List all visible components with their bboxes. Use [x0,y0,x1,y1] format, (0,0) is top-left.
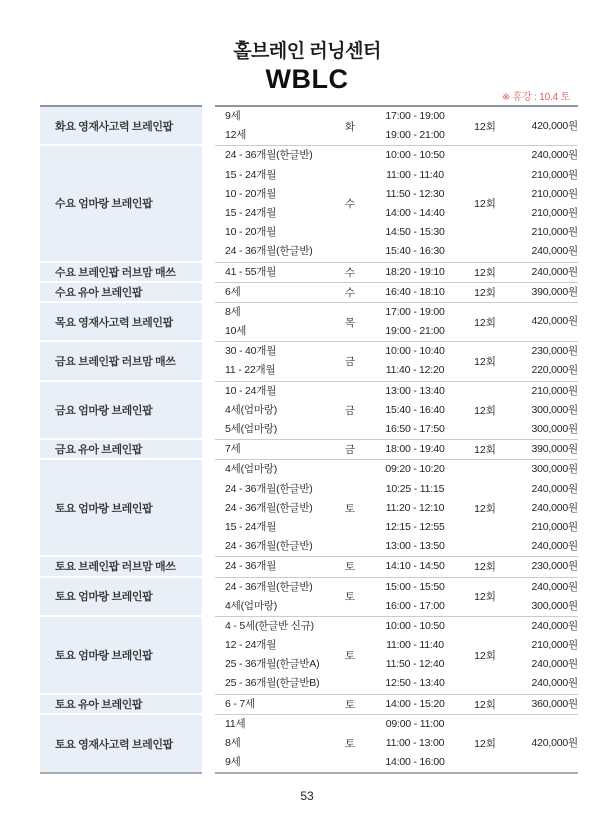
time-column [365,617,465,694]
column-gap [202,460,215,557]
price-cell: 210,000원 [531,206,578,219]
center-name: 홀브레인 러닝센터 [233,41,381,62]
price-column [505,460,578,556]
price-cell: 230,000원 [531,560,578,573]
column-gap [202,303,215,342]
column-gap [202,146,215,262]
age-cell: 12 - 24개월 [225,639,277,652]
age-cell: 24 - 36개월(한글반) [225,245,313,258]
age-cell: 24 - 36개월(한글반) [225,540,313,553]
price-cell: 390,000원 [531,443,578,456]
sessions-cell: 12회 [474,698,496,711]
time-cell: 14:10 - 14:50 [385,560,445,573]
price-cell: 300,000원 [531,599,578,612]
age-column [215,695,335,714]
age-cell: 7세 [225,443,241,456]
sessions-column [465,557,505,576]
sessions-cell: 12회 [474,444,496,457]
group-rows [215,263,578,283]
program-cell [40,460,202,557]
time-cell: 14:50 - 15:30 [385,226,445,239]
day-column [335,578,365,616]
sessions-cell: 12회 [474,120,496,133]
sessions-cell: 12회 [474,404,496,417]
age-cell: 9세 [225,756,241,769]
price-cell: 420,000원 [531,119,578,132]
program-name: 화요 영재사고력 브레인팝 [55,120,173,133]
sessions-cell: 12회 [474,198,496,211]
age-cell: 30 - 40개월 [225,345,277,358]
day-column [335,283,365,302]
price-cell: 210,000원 [531,187,578,200]
sessions-column [465,382,505,440]
column-gap [202,715,215,775]
time-column [365,695,465,714]
time-cell: 09:00 - 11:00 [385,717,445,730]
program-name: 토요 엄마랑 브레인팝 [55,591,153,604]
age-cell: 24 - 36개월(한글반) [225,501,313,514]
price-column [505,146,578,261]
program-cell [40,715,202,775]
price-cell: 240,000원 [531,580,578,593]
column-gap [202,263,215,283]
group-rows [215,715,578,775]
price-cell: 230,000원 [531,345,578,358]
age-column [215,617,335,694]
age-cell: 4세(엄마랑) [225,463,278,476]
schedule-group [40,557,578,577]
age-cell: 9세 [225,110,241,122]
schedule-group [40,460,578,557]
price-column [505,263,578,282]
sessions-cell: 12회 [474,266,496,279]
age-cell: 12세 [225,129,247,142]
time-cell: 11:00 - 11:40 [386,168,444,181]
day-column [335,695,365,714]
age-column [215,715,335,773]
sessions-column [465,146,505,261]
age-cell: 10세 [225,325,247,338]
day-column [335,715,365,773]
page-title: WBLC [265,64,349,94]
price-column [505,617,578,694]
column-gap [202,617,215,695]
price-cell: 420,000원 [531,737,578,749]
time-cell: 17:00 - 19:00 [385,305,445,318]
day-column [335,342,365,380]
group-rows [215,557,578,577]
day-cell: 금 [344,444,356,457]
schedule-group [40,105,578,146]
day-cell: 토 [344,698,356,711]
time-cell: 14:00 - 14:40 [385,206,445,219]
program-name: 금요 엄마랑 브레인팝 [55,404,153,417]
schedule-group [40,382,578,441]
time-column [365,460,465,556]
age-column [215,578,335,616]
day-cell: 토 [344,561,356,574]
time-cell: 11:20 - 12:10 [385,501,445,514]
age-cell: 4세(엄마랑) [225,599,278,612]
time-cell: 11:00 - 13:00 [385,737,445,749]
day-cell: 금 [344,355,356,368]
program-cell [40,440,202,460]
sessions-cell: 12회 [474,649,496,662]
time-cell: 10:00 - 10:50 [385,619,445,632]
price-column [505,578,578,616]
schedule-group [40,303,578,342]
age-cell: 11세 [225,717,246,730]
group-rows [215,578,578,617]
day-cell: 수 [344,198,356,211]
age-cell: 6세 [225,285,241,298]
day-column [335,263,365,282]
program-name: 금요 브레인팝 러브맘 매쓰 [55,355,176,368]
time-cell: 14:00 - 15:20 [385,697,445,710]
age-column [215,342,335,380]
sessions-cell: 12회 [474,502,496,515]
sessions-column [465,460,505,556]
program-name: 토요 엄마랑 브레인팝 [55,502,153,515]
day-cell: 토 [344,738,356,751]
sessions-cell: 12회 [474,738,496,751]
age-cell: 15 - 24개월 [225,520,277,533]
time-cell: 11:50 - 12:40 [385,658,445,671]
price-cell: 360,000원 [531,697,578,710]
time-cell: 10:00 - 10:40 [385,345,445,358]
page-number: 53 [300,789,314,803]
price-cell: 240,000원 [531,245,578,258]
day-column [335,440,365,459]
time-cell: 16:40 - 18:10 [385,285,445,298]
price-cell: 300,000원 [531,463,578,476]
program-cell [40,303,202,342]
sessions-column [465,440,505,459]
time-cell: 12:50 - 13:40 [385,677,445,690]
time-cell: 11:40 - 12:20 [385,364,445,377]
program-name: 금요 유아 브레인팝 [55,444,143,457]
age-cell: 24 - 36개월(한글반) [225,580,313,593]
day-cell: 화 [344,120,356,133]
sessions-cell: 12회 [474,561,496,574]
group-rows [215,617,578,695]
group-rows [215,283,578,303]
price-column [505,107,578,145]
sessions-cell: 12회 [474,355,496,368]
program-cell [40,695,202,715]
day-cell: 금 [344,404,356,417]
price-cell: 300,000원 [531,423,578,435]
schedule-group [40,263,578,283]
day-column [335,557,365,576]
day-column [335,303,365,341]
time-cell: 09:20 - 10:20 [385,463,445,476]
time-column [365,440,465,459]
time-cell: 17:00 - 19:00 [385,110,445,122]
age-cell: 15 - 24개월 [225,168,277,181]
time-cell: 12:15 - 12:55 [385,520,445,533]
time-cell: 11:00 - 11:40 [386,639,444,652]
column-gap [202,440,215,460]
time-column [365,342,465,380]
price-column [505,382,578,440]
price-cell: 240,000원 [531,677,578,690]
time-cell: 14:00 - 16:00 [385,756,445,769]
day-column [335,460,365,556]
age-column [215,283,335,302]
time-cell: 18:00 - 19:40 [385,443,445,456]
time-cell: 10:25 - 11:15 [385,482,445,495]
program-name: 토요 유아 브레인팝 [55,698,143,711]
time-cell: 15:40 - 16:40 [385,403,445,416]
column-gap [202,557,215,577]
day-column [335,107,365,145]
price-cell: 210,000원 [531,639,578,652]
price-column [505,303,578,341]
schedule-group [40,146,578,262]
group-rows [215,382,578,441]
schedule-group [40,283,578,303]
group-rows [215,105,578,146]
program-cell [40,146,202,262]
day-cell: 토 [344,591,356,604]
price-cell: 240,000원 [531,482,578,495]
price-cell: 210,000원 [531,384,578,397]
time-cell: 18:20 - 19:10 [385,265,445,278]
price-cell: 220,000원 [531,364,578,377]
program-name: 토요 엄마랑 브레인팝 [55,649,153,662]
sessions-column [465,695,505,714]
time-cell: 19:00 - 21:00 [385,129,445,142]
price-cell: 240,000원 [531,149,578,162]
time-cell: 15:00 - 15:50 [385,580,445,593]
schedule-group [40,715,578,775]
column-gap [202,342,215,381]
time-column [365,382,465,440]
schedule-group [40,342,578,381]
closure-note: ※ 휴강 : 10.4 토 [501,92,570,103]
program-name: 토요 영재사고력 브레인팝 [55,738,173,751]
column-gap [202,105,215,146]
time-cell: 16:50 - 17:50 [385,423,445,435]
age-column [215,263,335,282]
age-column [215,146,335,261]
sessions-column [465,263,505,282]
time-cell: 15:40 - 16:30 [385,245,445,258]
sessions-column [465,283,505,302]
time-column [365,557,465,576]
time-column [365,107,465,145]
time-cell: 19:00 - 21:00 [385,325,445,338]
age-cell: 10 - 24개월 [225,384,277,397]
day-column [335,617,365,694]
age-cell: 4 - 5세(한글반 신규) [225,619,314,632]
price-cell: 240,000원 [531,540,578,553]
age-cell: 25 - 36개월(한글반A) [225,658,320,671]
day-cell: 수 [344,266,356,279]
program-name: 수요 유아 브레인팝 [55,286,143,299]
column-gap [202,578,215,617]
program-cell [40,557,202,577]
age-cell: 41 - 55개월 [225,265,277,278]
schedule-group [40,440,578,460]
column-gap [202,283,215,303]
age-column [215,440,335,459]
price-column [505,715,578,773]
time-column [365,303,465,341]
age-cell: 11 - 22개월 [225,364,276,377]
age-cell: 6 - 7세 [225,697,255,710]
sessions-column [465,617,505,694]
sessions-cell: 12회 [474,591,496,604]
age-cell: 10 - 20개월 [225,187,277,200]
schedule-group [40,617,578,695]
time-cell: 16:00 - 17:00 [385,599,445,612]
price-column [505,440,578,459]
day-cell: 토 [344,502,356,515]
age-cell: 24 - 36개월(한글반) [225,482,313,495]
program-cell [40,578,202,617]
group-rows [215,303,578,342]
sessions-column [465,303,505,341]
age-cell: 24 - 36개월 [225,560,277,573]
price-cell: 210,000원 [531,226,578,239]
schedule-group [40,695,578,715]
age-cell: 25 - 36개월(한글반B) [225,677,320,690]
price-cell: 210,000원 [531,168,578,181]
program-cell [40,283,202,303]
group-rows [215,460,578,557]
program-name: 수요 엄마랑 브레인팝 [55,198,153,211]
price-cell: 240,000원 [531,265,578,278]
age-cell: 24 - 36개월(한글반) [225,149,313,162]
column-gap [202,382,215,441]
day-cell: 토 [344,649,356,662]
program-name: 수요 브레인팝 러브맘 매쓰 [55,266,176,279]
time-column [365,146,465,261]
group-rows [215,695,578,715]
price-cell: 420,000원 [531,315,578,328]
age-column [215,382,335,440]
program-name: 토요 브레인팝 러브맘 매쓰 [55,561,176,574]
price-cell: 240,000원 [531,619,578,632]
price-cell: 210,000원 [531,520,578,533]
price-column [505,695,578,714]
day-column [335,382,365,440]
time-cell: 10:00 - 10:50 [385,149,445,162]
price-column [505,557,578,576]
time-column [365,283,465,302]
sessions-cell: 12회 [474,286,496,299]
day-column [335,146,365,261]
column-gap [202,695,215,715]
age-cell: 15 - 24개월 [225,206,277,219]
age-column [215,107,335,145]
time-cell: 13:00 - 13:40 [385,384,445,397]
price-cell: 240,000원 [531,501,578,514]
time-column [365,578,465,616]
sessions-column [465,342,505,380]
age-column [215,303,335,341]
price-cell: 300,000원 [531,403,578,416]
age-column [215,557,335,576]
time-cell: 13:00 - 13:50 [385,540,445,553]
price-cell: 240,000원 [531,658,578,671]
sessions-column [465,578,505,616]
age-cell: 8세 [225,305,241,318]
schedule-group [40,578,578,617]
time-column [365,263,465,282]
price-column [505,283,578,302]
group-rows [215,342,578,381]
title-block [0,36,614,95]
age-cell: 5세(엄마랑) [225,423,278,435]
time-column [365,715,465,773]
age-column [215,460,335,556]
age-cell: 4세(엄마랑) [225,403,278,416]
program-cell [40,342,202,381]
time-cell: 11:50 - 12:30 [385,187,445,200]
program-cell [40,105,202,146]
program-cell [40,263,202,283]
sessions-cell: 12회 [474,316,496,329]
price-cell: 390,000원 [531,285,578,298]
day-cell: 목 [344,316,356,329]
group-rows [215,440,578,460]
program-cell [40,382,202,441]
age-cell: 8세 [225,737,241,749]
price-column [505,342,578,380]
age-cell: 10 - 20개월 [225,226,277,239]
day-cell: 수 [344,286,356,299]
group-rows [215,146,578,262]
sessions-column [465,715,505,773]
schedule-table [40,105,578,774]
sessions-column [465,107,505,145]
program-cell [40,617,202,695]
program-name: 목요 영재사고력 브레인팝 [55,316,173,329]
